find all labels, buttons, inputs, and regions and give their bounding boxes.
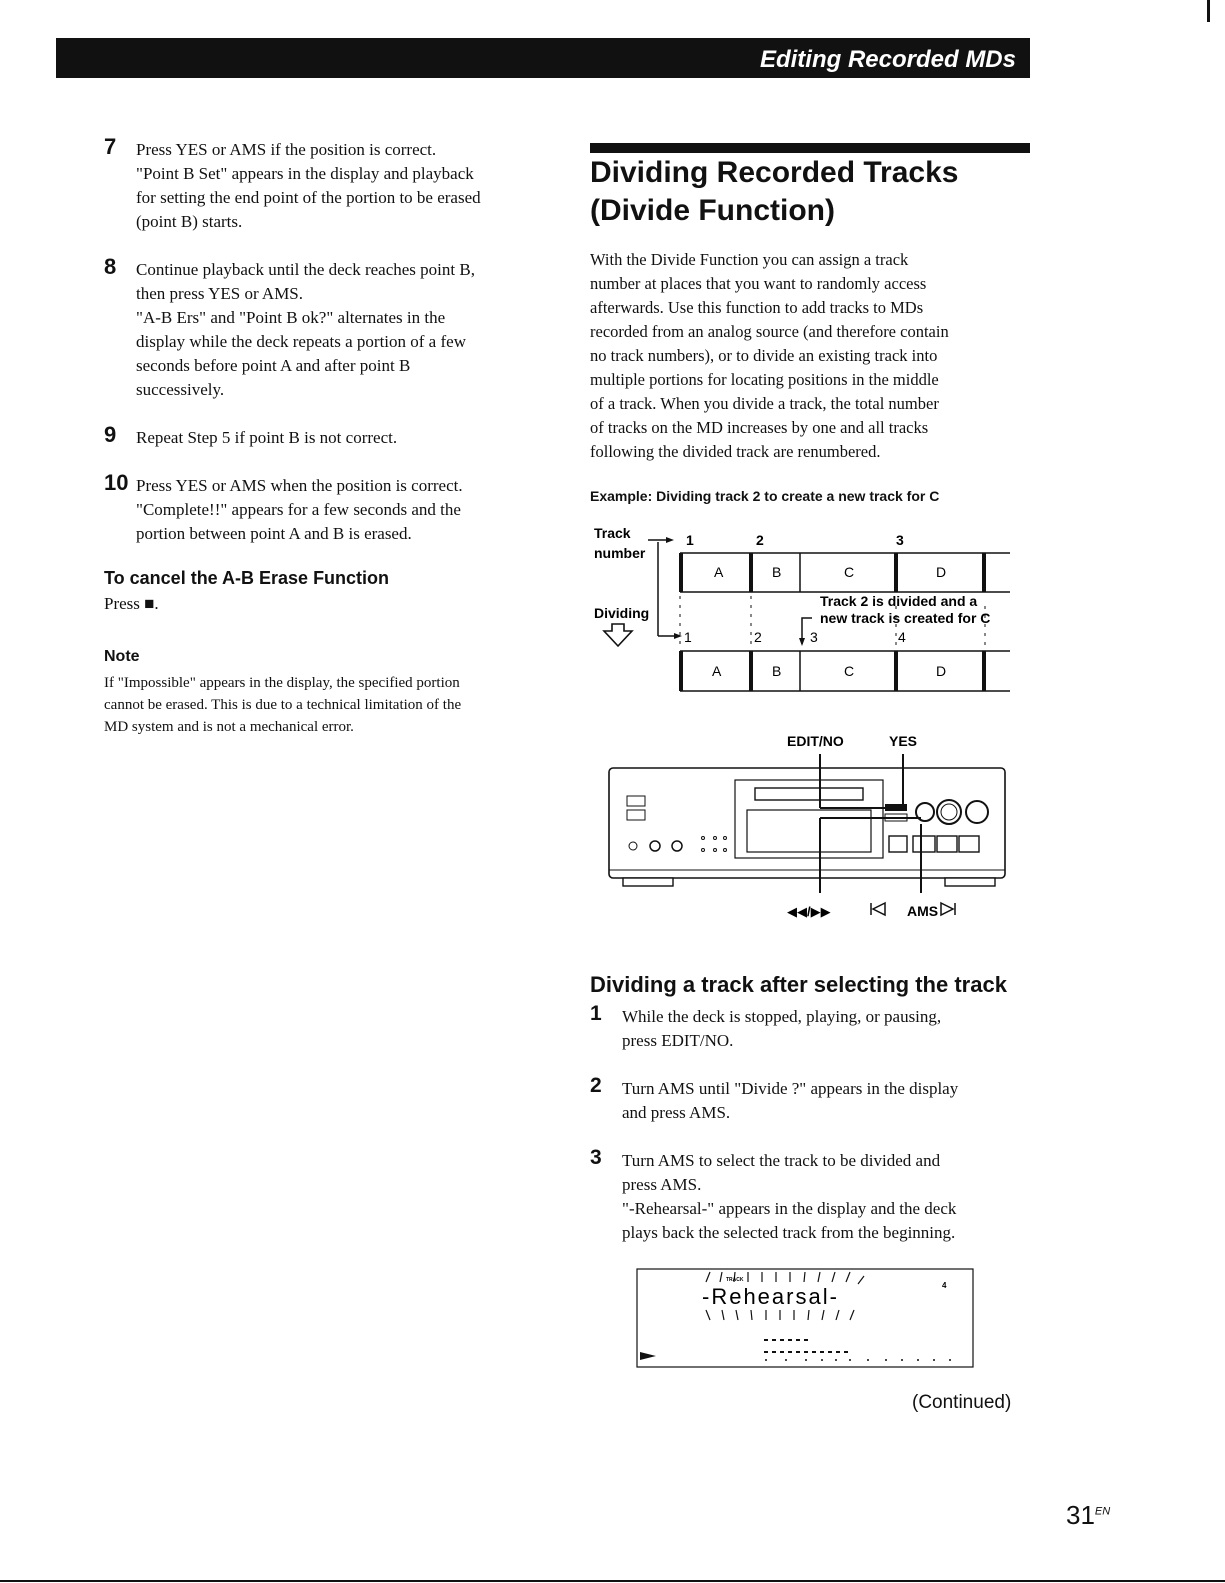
intro-line: of a track. When you divide a track, the total number bbox=[590, 394, 939, 413]
step-line: plays back the selected track from the beginning. bbox=[622, 1223, 956, 1242]
divide-diagram bbox=[590, 520, 1020, 700]
step-line: "-Rehearsal-" appears in the display and the deck bbox=[622, 1199, 957, 1218]
step-line: Press YES or AMS when the position is correct. bbox=[136, 476, 463, 495]
top-cell-label: B bbox=[772, 564, 782, 580]
rew-ff-label: ◀◀/▶▶ bbox=[787, 904, 831, 919]
top-track-number: 2 bbox=[756, 532, 764, 548]
step-line: and press AMS. bbox=[622, 1103, 731, 1122]
intro-line: following the divided track are renumbered. bbox=[590, 442, 881, 461]
bottom-cell-label: D bbox=[936, 663, 947, 679]
step-line: "Complete!!" appears for a few seconds and the bbox=[136, 500, 461, 519]
example-caption: Example: Dividing track 2 to create a new track for C bbox=[590, 488, 940, 504]
section-title bbox=[590, 154, 1030, 230]
step-number: 7 bbox=[104, 134, 117, 159]
step-number: 3 bbox=[590, 1146, 602, 1169]
step-text bbox=[136, 426, 556, 450]
track-number-label: number bbox=[594, 545, 646, 561]
track-divider bbox=[894, 651, 898, 691]
step-text bbox=[136, 258, 556, 402]
note-line: MD system and is not a mechanical error. bbox=[104, 719, 354, 735]
bottom-track-number: 3 bbox=[810, 629, 818, 645]
step-line: successively. bbox=[136, 380, 225, 399]
bottom-cell-label: C bbox=[844, 663, 855, 679]
dividing-label: Dividing bbox=[594, 605, 650, 621]
track-divider bbox=[749, 553, 753, 592]
next-track-icon bbox=[941, 903, 955, 915]
continued-label: (Continued) bbox=[912, 1392, 1012, 1413]
step-line: Repeat Step 5 if point B is not correct. bbox=[136, 428, 398, 447]
step-line: Press YES or AMS if the position is correct. bbox=[136, 140, 437, 159]
section-title-line: Dividing Recorded Tracks bbox=[590, 156, 959, 189]
step-line: press AMS. bbox=[622, 1175, 702, 1194]
step-text bbox=[622, 1149, 1032, 1245]
deck-foot bbox=[945, 878, 995, 886]
top-track-number: 1 bbox=[686, 532, 694, 548]
top-cell-label: C bbox=[844, 564, 855, 580]
step-line: While the deck is stopped, playing, or pausing, bbox=[622, 1007, 942, 1026]
page-number-suffix: EN bbox=[1094, 1505, 1111, 1518]
step-line: "Point B Set" appears in the display and playback bbox=[136, 164, 474, 183]
top-cell-label: D bbox=[936, 564, 947, 580]
track-number-label: Track bbox=[594, 525, 631, 541]
bottom-cell-label: B bbox=[772, 663, 782, 679]
track-divider bbox=[749, 651, 753, 691]
bottom-track-number: 1 bbox=[684, 629, 692, 645]
intro-line: afterwards. Use this function to add tracks to MDs bbox=[590, 298, 924, 317]
top-track-number: 3 bbox=[896, 532, 904, 548]
yes-label: YES bbox=[889, 733, 918, 749]
new-split-arrow bbox=[799, 638, 805, 646]
edit-no-label: EDIT/NO bbox=[787, 733, 844, 749]
step-line: Continue playback until the deck reaches point B, bbox=[136, 260, 475, 279]
step-number: 10 bbox=[104, 470, 129, 495]
track-number-display: 4 bbox=[942, 1281, 947, 1290]
scan-bottom-line bbox=[0, 1580, 1225, 1582]
divide-annotation: new track is created for C bbox=[820, 610, 991, 626]
prev-track-icon bbox=[871, 903, 885, 915]
cancel-text: Press ■. bbox=[104, 594, 159, 613]
bracket-arrow-head bbox=[674, 633, 682, 639]
step-line: then press YES or AMS. bbox=[136, 284, 304, 303]
step-text bbox=[136, 474, 556, 546]
step-line: Turn AMS until "Divide ?" appears in the display bbox=[622, 1079, 959, 1098]
scan-edge-mark bbox=[1207, 0, 1210, 22]
track-divider bbox=[982, 553, 986, 592]
track-divider bbox=[679, 553, 683, 592]
step-text bbox=[622, 1005, 1032, 1053]
step-number: 8 bbox=[104, 254, 117, 279]
intro-line: of tracks on the MD increases by one and all tracks bbox=[590, 418, 929, 437]
deck-illustration bbox=[605, 728, 1010, 928]
header-title: Editing Recorded MDs bbox=[759, 46, 1016, 73]
step-line: "A-B Ers" and "Point B ok?" alternates in the bbox=[136, 308, 446, 327]
sub-heading: Dividing a track after selecting the track bbox=[590, 972, 1007, 997]
bottom-track-number: 4 bbox=[898, 629, 906, 645]
step-text bbox=[622, 1077, 1032, 1125]
track-divider bbox=[679, 651, 683, 691]
step-line: seconds before point A and after point B bbox=[136, 356, 411, 375]
ams-label: AMS bbox=[907, 903, 939, 919]
page-number bbox=[1066, 1500, 1110, 1531]
intro-line: recorded from an analog source (and therefore contain bbox=[590, 322, 949, 341]
intro-line: number at places that you want to randomly access bbox=[590, 274, 927, 293]
section-rule bbox=[590, 143, 1030, 153]
note-heading: Note bbox=[104, 648, 140, 665]
step-line: for setting the end point of the portion to be erased bbox=[136, 188, 481, 207]
lcd-text: -Rehearsal- bbox=[702, 1284, 839, 1309]
trk-indicator: TRACK bbox=[726, 1277, 744, 1283]
cancel-heading: To cancel the A-B Erase Function bbox=[104, 568, 390, 588]
intro-line: With the Divide Function you can assign a track bbox=[590, 250, 909, 269]
step-line: display while the deck repeats a portion of a few bbox=[136, 332, 466, 351]
step-line: Turn AMS to select the track to be divided and bbox=[622, 1151, 941, 1170]
intro-line: no track numbers), or to divide an existing track into bbox=[590, 346, 938, 365]
note-text bbox=[104, 672, 554, 738]
track-divider bbox=[894, 553, 898, 592]
step-line: portion between point A and B is erased. bbox=[136, 524, 412, 543]
divide-annotation: Track 2 is divided and a bbox=[820, 593, 978, 609]
note-line: cannot be erased. This is due to a technical limitation of the bbox=[104, 697, 462, 713]
step-number: 2 bbox=[590, 1074, 602, 1097]
bottom-cell-label: A bbox=[712, 663, 722, 679]
step-line: press EDIT/NO. bbox=[622, 1031, 734, 1050]
edit-no-button bbox=[885, 804, 907, 811]
dividing-arrow-icon bbox=[604, 624, 632, 646]
header-bar bbox=[56, 38, 1030, 78]
step-number: 9 bbox=[104, 422, 117, 447]
note-line: If "Impossible" appears in the display, the specified portion bbox=[104, 675, 460, 691]
top-cell-label: A bbox=[714, 564, 724, 580]
deck-foot bbox=[623, 878, 673, 886]
section-title-line: (Divide Function) bbox=[590, 194, 835, 227]
lcd-display bbox=[636, 1268, 976, 1370]
track-arrow-head bbox=[666, 537, 674, 543]
page-number-value: 31 bbox=[1066, 1500, 1095, 1530]
bottom-track-number: 2 bbox=[754, 629, 762, 645]
intro-paragraph bbox=[590, 248, 1030, 464]
intro-line: multiple portions for locating positions in the middle bbox=[590, 370, 939, 389]
step-number: 1 bbox=[590, 1002, 602, 1025]
step-line: (point B) starts. bbox=[136, 212, 243, 231]
track-divider bbox=[982, 651, 986, 691]
step-text bbox=[136, 138, 556, 234]
